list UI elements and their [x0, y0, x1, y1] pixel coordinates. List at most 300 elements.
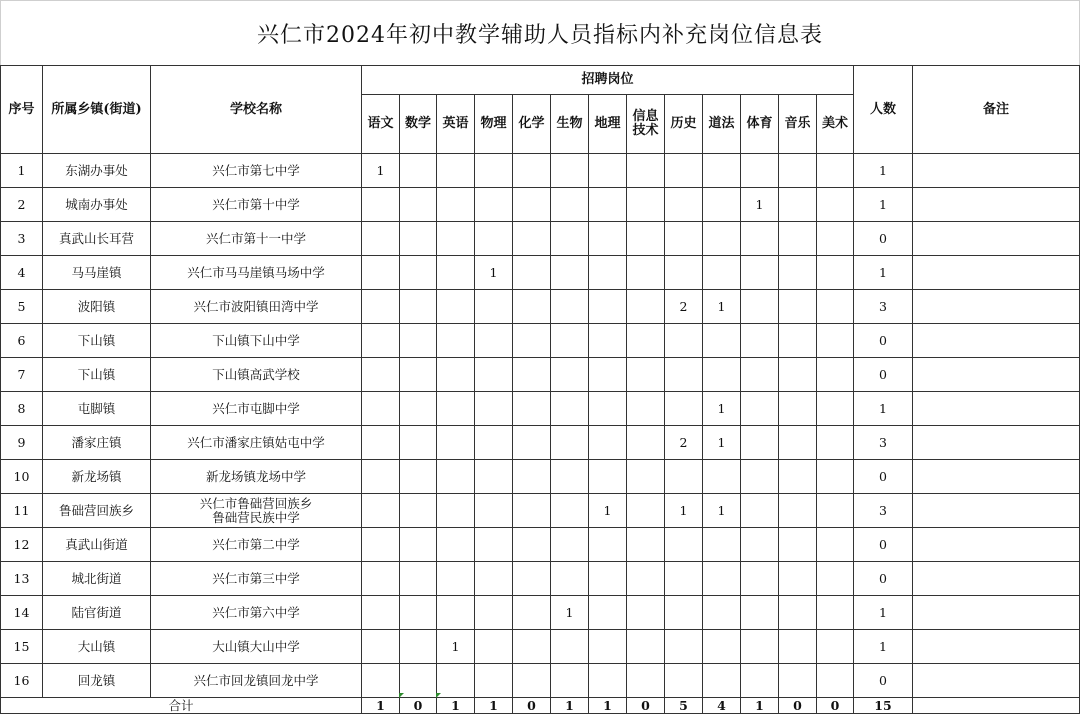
- row-subject-cell: [741, 528, 779, 562]
- row-subject-cell: [513, 460, 551, 494]
- row-count: 1: [854, 596, 913, 630]
- row-subject-cell: [779, 426, 817, 460]
- row-subject-cell: 1: [703, 494, 741, 528]
- row-subject-cell: [627, 222, 665, 256]
- row-subject-cell: [779, 392, 817, 426]
- total-subject-cell: 4: [703, 698, 741, 714]
- row-subject-cell: [741, 324, 779, 358]
- row-subject-cell: [665, 154, 703, 188]
- total-subject-cell: 1: [362, 698, 400, 714]
- row-subject-cell: [513, 494, 551, 528]
- row-subject-cell: [400, 358, 437, 392]
- row-subject-cell: [513, 188, 551, 222]
- row-subject-cell: [362, 290, 400, 324]
- row-subject-cell: [400, 528, 437, 562]
- row-subject-cell: [817, 188, 854, 222]
- row-subject-cell: [741, 392, 779, 426]
- row-subject-cell: [437, 664, 475, 698]
- row-school: 兴仁市第二中学: [151, 528, 362, 562]
- row-index: 11: [1, 494, 43, 528]
- row-subject-cell: [475, 494, 513, 528]
- row-subject-cell: [400, 562, 437, 596]
- row-subject-cell: [589, 664, 627, 698]
- row-subject-cell: [551, 324, 589, 358]
- row-subject-cell: [779, 596, 817, 630]
- row-subject-cell: [475, 528, 513, 562]
- row-subject-cell: 1: [703, 426, 741, 460]
- row-subject-cell: [817, 630, 854, 664]
- positions-table: [0, 65, 1080, 714]
- row-remark: [913, 188, 1080, 222]
- row-subject-cell: [703, 154, 741, 188]
- row-subject-cell: [551, 630, 589, 664]
- row-town: 新龙场镇: [43, 460, 151, 494]
- row-subject-cell: 1: [589, 494, 627, 528]
- row-subject-cell: [400, 426, 437, 460]
- row-subject-cell: [362, 494, 400, 528]
- row-subject-cell: [475, 664, 513, 698]
- row-subject-cell: [779, 222, 817, 256]
- row-subject-cell: [817, 664, 854, 698]
- row-count: 1: [854, 154, 913, 188]
- row-school: 兴仁市波阳镇田湾中学: [151, 290, 362, 324]
- row-subject-cell: [627, 256, 665, 290]
- row-subject-cell: [817, 426, 854, 460]
- header-subject-3: 物理: [475, 95, 513, 154]
- row-subject-cell: 2: [665, 426, 703, 460]
- row-subject-cell: [400, 222, 437, 256]
- row-remark: [913, 324, 1080, 358]
- row-subject-cell: [551, 460, 589, 494]
- row-school: 兴仁市回龙镇回龙中学: [151, 664, 362, 698]
- row-subject-cell: [475, 324, 513, 358]
- row-subject-cell: [589, 358, 627, 392]
- row-count: 1: [854, 630, 913, 664]
- row-subject-cell: [665, 392, 703, 426]
- row-index: 8: [1, 392, 43, 426]
- row-town: 城南办事处: [43, 188, 151, 222]
- row-subject-cell: [400, 392, 437, 426]
- header-subject-1: 数学: [400, 95, 437, 154]
- header-remarks: 备注: [913, 66, 1080, 154]
- row-subject-cell: [362, 630, 400, 664]
- row-index: 5: [1, 290, 43, 324]
- row-subject-cell: [437, 256, 475, 290]
- row-subject-cell: [779, 528, 817, 562]
- header-town: 所属乡镇(街道): [43, 66, 151, 154]
- row-subject-cell: [779, 664, 817, 698]
- row-remark: [913, 222, 1080, 256]
- total-subject-cell: 0: [513, 698, 551, 714]
- header-subject-5: 生物: [551, 95, 589, 154]
- row-subject-cell: [817, 154, 854, 188]
- row-subject-cell: [475, 426, 513, 460]
- table-row: [1, 290, 1080, 324]
- row-school: 下山镇高武学校: [151, 358, 362, 392]
- row-subject-cell: [741, 664, 779, 698]
- row-subject-cell: [362, 460, 400, 494]
- row-subject-cell: [551, 494, 589, 528]
- row-subject-cell: [627, 324, 665, 358]
- row-town: 马马崖镇: [43, 256, 151, 290]
- row-subject-cell: [513, 290, 551, 324]
- row-subject-cell: [362, 426, 400, 460]
- table-row: [1, 630, 1080, 664]
- row-subject-cell: [779, 256, 817, 290]
- row-subject-cell: [513, 596, 551, 630]
- row-subject-cell: [779, 188, 817, 222]
- row-school: 兴仁市第十中学: [151, 188, 362, 222]
- row-subject-cell: [817, 358, 854, 392]
- row-subject-cell: [362, 528, 400, 562]
- row-remark: [913, 358, 1080, 392]
- row-school: 兴仁市第六中学: [151, 596, 362, 630]
- row-subject-cell: [551, 562, 589, 596]
- row-subject-cell: [817, 494, 854, 528]
- row-count: 3: [854, 494, 913, 528]
- row-count: 0: [854, 528, 913, 562]
- row-subject-cell: [627, 528, 665, 562]
- row-count: 0: [854, 664, 913, 698]
- row-school-line: 鲁础营民族中学: [212, 509, 300, 525]
- row-town: 城北街道: [43, 562, 151, 596]
- row-subject-cell: [817, 290, 854, 324]
- header-count: 人数: [854, 66, 913, 154]
- row-subject-cell: [741, 256, 779, 290]
- row-town: 真武山长耳营: [43, 222, 151, 256]
- row-subject-cell: [362, 188, 400, 222]
- row-subject-cell: [400, 154, 437, 188]
- row-subject-cell: [627, 188, 665, 222]
- table-row: [1, 324, 1080, 358]
- header-subject-11: 音乐: [779, 95, 817, 154]
- row-subject-cell: [817, 528, 854, 562]
- row-subject-cell: [437, 324, 475, 358]
- row-subject-cell: [437, 460, 475, 494]
- cell-corner-marker: [436, 693, 441, 698]
- row-school: [151, 494, 362, 528]
- row-subject-cell: [437, 154, 475, 188]
- row-subject-cell: [400, 290, 437, 324]
- total-subject-cell: 1: [475, 698, 513, 714]
- row-town: 鲁础营回族乡: [43, 494, 151, 528]
- total-subject-cell: 0: [400, 698, 437, 714]
- row-subject-cell: [513, 630, 551, 664]
- row-subject-cell: [627, 562, 665, 596]
- row-subject-cell: [513, 324, 551, 358]
- row-count: 0: [854, 358, 913, 392]
- total-subject-cell: 5: [665, 698, 703, 714]
- row-subject-cell: [400, 324, 437, 358]
- row-town: 屯脚镇: [43, 392, 151, 426]
- row-subject-cell: [362, 256, 400, 290]
- row-subject-cell: [741, 460, 779, 494]
- row-count: 3: [854, 426, 913, 460]
- row-subject-cell: [589, 154, 627, 188]
- row-subject-cell: [513, 222, 551, 256]
- row-subject-cell: [779, 562, 817, 596]
- row-subject-cell: [741, 290, 779, 324]
- row-index: 13: [1, 562, 43, 596]
- row-subject-cell: [741, 494, 779, 528]
- row-subject-cell: [362, 596, 400, 630]
- header-subject-7: 信息技术: [627, 95, 665, 154]
- row-subject-cell: [589, 188, 627, 222]
- row-subject-cell: [703, 528, 741, 562]
- table-row: [1, 562, 1080, 596]
- row-town: 真武山街道: [43, 528, 151, 562]
- row-remark: [913, 154, 1080, 188]
- row-index: 10: [1, 460, 43, 494]
- row-subject-cell: [400, 630, 437, 664]
- header-subject-9: 道法: [703, 95, 741, 154]
- row-school: 新龙场镇龙场中学: [151, 460, 362, 494]
- row-subject-cell: [589, 290, 627, 324]
- table-row: [1, 460, 1080, 494]
- row-subject-cell: [475, 358, 513, 392]
- row-subject-cell: [665, 562, 703, 596]
- row-subject-cell: [665, 664, 703, 698]
- row-subject-cell: [817, 324, 854, 358]
- header-positions-group: 招聘岗位: [362, 66, 854, 95]
- table-row: [1, 154, 1080, 188]
- row-subject-cell: [475, 562, 513, 596]
- row-subject-cell: [817, 562, 854, 596]
- total-subject-cell: 1: [551, 698, 589, 714]
- row-subject-cell: [437, 528, 475, 562]
- row-index: 9: [1, 426, 43, 460]
- row-town: 下山镇: [43, 358, 151, 392]
- row-subject-cell: [551, 664, 589, 698]
- row-remark: [913, 664, 1080, 698]
- row-subject-cell: [475, 154, 513, 188]
- row-subject-cell: [817, 392, 854, 426]
- row-subject-cell: [475, 460, 513, 494]
- row-school: 兴仁市马马崖镇马场中学: [151, 256, 362, 290]
- row-subject-cell: [589, 392, 627, 426]
- row-town: 下山镇: [43, 324, 151, 358]
- row-subject-cell: [589, 426, 627, 460]
- row-school: 兴仁市第七中学: [151, 154, 362, 188]
- row-subject-cell: [779, 460, 817, 494]
- row-subject-cell: [741, 562, 779, 596]
- row-subject-cell: [475, 596, 513, 630]
- row-subject-cell: [741, 154, 779, 188]
- total-count: 15: [854, 698, 913, 714]
- row-index: 3: [1, 222, 43, 256]
- row-subject-cell: [589, 460, 627, 494]
- row-index: 4: [1, 256, 43, 290]
- row-index: 16: [1, 664, 43, 698]
- total-label: 合计: [1, 698, 362, 714]
- row-subject-cell: [513, 392, 551, 426]
- row-subject-cell: [627, 154, 665, 188]
- row-subject-cell: [513, 358, 551, 392]
- row-subject-cell: [627, 392, 665, 426]
- row-subject-cell: [589, 324, 627, 358]
- row-subject-cell: [437, 596, 475, 630]
- table-row: [1, 494, 1080, 528]
- row-subject-cell: [703, 324, 741, 358]
- table-row: [1, 358, 1080, 392]
- row-subject-cell: [779, 290, 817, 324]
- row-town: 波阳镇: [43, 290, 151, 324]
- row-index: 6: [1, 324, 43, 358]
- row-subject-cell: [627, 426, 665, 460]
- row-subject-cell: [741, 358, 779, 392]
- row-subject-cell: [741, 630, 779, 664]
- header-subject-12: 美术: [817, 95, 854, 154]
- row-subject-cell: [437, 426, 475, 460]
- header-subject-10: 体育: [741, 95, 779, 154]
- total-subject-cell: 0: [779, 698, 817, 714]
- header-school: 学校名称: [151, 66, 362, 154]
- row-subject-cell: [665, 324, 703, 358]
- row-subject-cell: 1: [475, 256, 513, 290]
- row-remark: [913, 562, 1080, 596]
- row-subject-cell: [665, 630, 703, 664]
- row-subject-cell: [779, 494, 817, 528]
- row-school: 兴仁市屯脚中学: [151, 392, 362, 426]
- row-count: 0: [854, 460, 913, 494]
- row-count: 3: [854, 290, 913, 324]
- row-subject-cell: [513, 154, 551, 188]
- row-subject-cell: 2: [665, 290, 703, 324]
- row-subject-cell: [779, 154, 817, 188]
- row-subject-cell: [437, 494, 475, 528]
- page-title: 兴仁市2024年初中教学辅助人员指标内补充岗位信息表: [0, 0, 1080, 65]
- table-row: [1, 188, 1080, 222]
- row-subject-cell: [703, 358, 741, 392]
- row-subject-cell: [665, 188, 703, 222]
- row-index: 12: [1, 528, 43, 562]
- row-subject-cell: [475, 392, 513, 426]
- row-subject-cell: [437, 358, 475, 392]
- row-town: 大山镇: [43, 630, 151, 664]
- row-index: 1: [1, 154, 43, 188]
- row-subject-cell: [589, 222, 627, 256]
- header-subject-0: 语文: [362, 95, 400, 154]
- row-subject-cell: [551, 392, 589, 426]
- table-row: [1, 596, 1080, 630]
- row-subject-cell: [703, 188, 741, 222]
- row-subject-cell: [817, 256, 854, 290]
- row-subject-cell: [362, 392, 400, 426]
- cell-corner-marker: [399, 693, 404, 698]
- row-subject-cell: [779, 324, 817, 358]
- row-subject-cell: [400, 256, 437, 290]
- row-town: 回龙镇: [43, 664, 151, 698]
- row-subject-cell: [589, 630, 627, 664]
- header-subject-2: 英语: [437, 95, 475, 154]
- row-subject-cell: [437, 562, 475, 596]
- row-subject-cell: [475, 222, 513, 256]
- row-subject-cell: [627, 494, 665, 528]
- row-subject-cell: [551, 154, 589, 188]
- table-row: [1, 426, 1080, 460]
- row-subject-cell: [817, 596, 854, 630]
- total-subject-cell: 1: [741, 698, 779, 714]
- table-row: [1, 392, 1080, 426]
- row-subject-cell: [513, 562, 551, 596]
- table-row: [1, 664, 1080, 698]
- row-subject-cell: [589, 596, 627, 630]
- row-subject-cell: [551, 528, 589, 562]
- row-subject-cell: [627, 596, 665, 630]
- header-subject-4: 化学: [513, 95, 551, 154]
- header-subject-6: 地理: [589, 95, 627, 154]
- row-remark: [913, 528, 1080, 562]
- row-subject-cell: [703, 256, 741, 290]
- total-subject-cell: 0: [627, 698, 665, 714]
- row-index: 7: [1, 358, 43, 392]
- row-subject-cell: [741, 222, 779, 256]
- row-subject-cell: [817, 460, 854, 494]
- row-subject-cell: 1: [703, 290, 741, 324]
- row-subject-cell: [703, 630, 741, 664]
- row-subject-cell: [475, 188, 513, 222]
- row-subject-cell: [551, 290, 589, 324]
- row-count: 1: [854, 188, 913, 222]
- row-subject-cell: [703, 222, 741, 256]
- row-subject-cell: 1: [741, 188, 779, 222]
- row-subject-cell: [703, 460, 741, 494]
- row-subject-cell: [665, 460, 703, 494]
- row-subject-cell: [665, 256, 703, 290]
- row-subject-cell: [703, 562, 741, 596]
- row-school: 兴仁市第三中学: [151, 562, 362, 596]
- row-subject-cell: [665, 358, 703, 392]
- row-subject-cell: [513, 426, 551, 460]
- total-subject-cell: 1: [589, 698, 627, 714]
- row-subject-cell: 1: [551, 596, 589, 630]
- row-remark: [913, 392, 1080, 426]
- row-subject-cell: 1: [362, 154, 400, 188]
- row-subject-cell: 1: [703, 392, 741, 426]
- row-subject-cell: 1: [437, 630, 475, 664]
- row-subject-cell: [437, 188, 475, 222]
- row-subject-cell: [779, 630, 817, 664]
- row-subject-cell: [551, 426, 589, 460]
- row-subject-cell: [779, 358, 817, 392]
- table-row: [1, 222, 1080, 256]
- row-subject-cell: [627, 630, 665, 664]
- row-subject-cell: [665, 222, 703, 256]
- table-row: [1, 528, 1080, 562]
- row-subject-cell: [665, 528, 703, 562]
- row-subject-cell: [437, 222, 475, 256]
- row-count: 1: [854, 392, 913, 426]
- row-subject-cell: [513, 664, 551, 698]
- total-subject-cell: 0: [817, 698, 854, 714]
- row-subject-cell: [817, 222, 854, 256]
- row-remark: [913, 290, 1080, 324]
- row-subject-cell: [551, 188, 589, 222]
- row-count: 0: [854, 324, 913, 358]
- row-subject-cell: [400, 460, 437, 494]
- row-subject-cell: [400, 596, 437, 630]
- row-subject-cell: [551, 256, 589, 290]
- row-subject-cell: [589, 562, 627, 596]
- row-subject-cell: [589, 528, 627, 562]
- row-subject-cell: [362, 358, 400, 392]
- table-row: [1, 256, 1080, 290]
- row-school-line: 兴仁市鲁础营回族乡: [199, 495, 313, 511]
- total-remark: [913, 698, 1080, 714]
- row-subject-cell: [362, 222, 400, 256]
- row-subject-cell: [627, 664, 665, 698]
- row-school: 兴仁市潘家庄镇姑屯中学: [151, 426, 362, 460]
